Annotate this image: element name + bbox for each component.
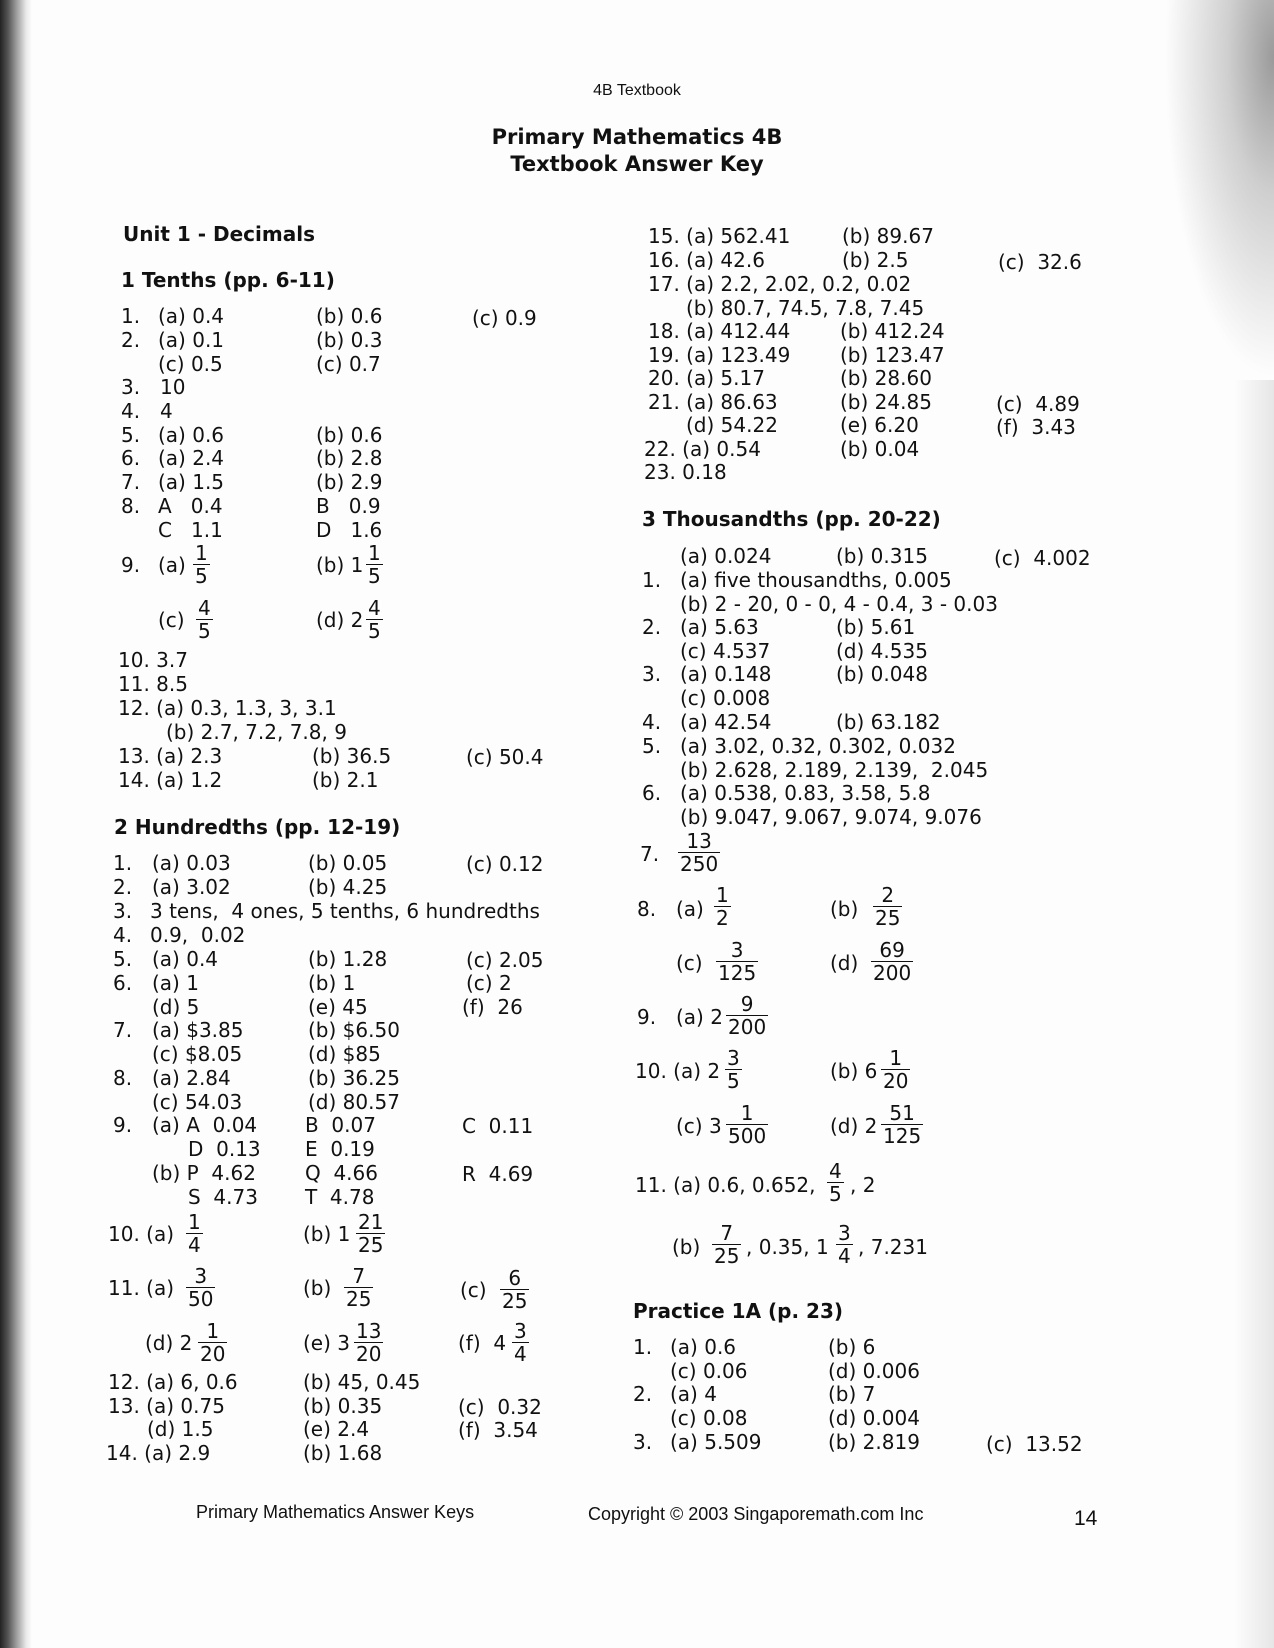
- answer: A 0.4: [158, 494, 223, 518]
- fraction: $\frac{13}{250}$: [680, 829, 719, 876]
- fraction: $\frac{51}{125}$: [883, 1101, 922, 1148]
- answer: 11. (a) 0.6, 0.652,: [635, 1173, 816, 1197]
- answer: Q 4.66: [305, 1161, 378, 1185]
- answer: (a) 2: [676, 1005, 723, 1029]
- answer: (b) 45, 0.45: [303, 1370, 421, 1394]
- section-title-thousandths: 3 Thousandths (pp. 20-22): [642, 507, 941, 531]
- q-number: 6.: [121, 446, 141, 470]
- scan-edge-left: [0, 0, 32, 1648]
- q-number: 1.: [633, 1335, 653, 1359]
- answer: (e) 45: [308, 995, 368, 1019]
- answer: 14. (a) 1.2: [118, 768, 223, 792]
- answer: (c) 50.4: [466, 745, 544, 769]
- fraction: $\frac{3}{5}$: [727, 1046, 740, 1093]
- q-number: 6.: [642, 781, 662, 805]
- q-number: 2.: [113, 875, 133, 899]
- answer: (b) 0.315: [836, 544, 928, 568]
- answer: (c): [158, 608, 185, 632]
- answer: (c) 3: [676, 1114, 722, 1138]
- answer: (b) P 4.62: [152, 1161, 256, 1185]
- q-number: 6.: [113, 971, 133, 995]
- q-number: 2.: [633, 1382, 653, 1406]
- answer: (c) $8.05: [152, 1042, 243, 1066]
- q-number: 8.: [113, 1066, 133, 1090]
- answer: 0.9, 0.02: [150, 923, 246, 947]
- answer: (b) 7: [828, 1382, 876, 1406]
- answer: E 0.19: [305, 1137, 375, 1161]
- answer: B 0.9: [316, 494, 381, 518]
- answer: (b) 2.5: [842, 248, 909, 272]
- answer: (a) 0.148: [680, 662, 772, 686]
- answer: (a) five thousandths, 0.005: [680, 568, 952, 592]
- answer: (b) 24.85: [840, 390, 932, 414]
- fraction: $\frac{1}{20}$: [883, 1046, 909, 1093]
- answer: (b) 1.68: [303, 1441, 383, 1465]
- answer: (b) 6: [830, 1059, 878, 1083]
- answer: (b) 5.61: [836, 615, 916, 639]
- answer: (a) 0.4: [158, 304, 225, 328]
- answer: (a) 5.63: [680, 615, 759, 639]
- answer: (e) 6.20: [840, 413, 919, 437]
- answer: (d) 4.535: [836, 639, 928, 663]
- q-number: 7.: [640, 842, 660, 866]
- answer: (b) 2.9: [316, 470, 383, 494]
- answer: (a) 0.4: [152, 947, 219, 971]
- q-number: 1.: [642, 568, 662, 592]
- fraction: $\frac{9}{200}$: [728, 992, 767, 1039]
- answer: 20. (a) 5.17: [648, 366, 765, 390]
- answer: (b) 63.182: [836, 710, 941, 734]
- answer: (a) 4: [670, 1382, 717, 1406]
- q-number: 4.: [121, 399, 141, 423]
- answer: (c): [460, 1278, 487, 1302]
- answer: (a): [676, 897, 704, 921]
- fraction: $\frac{3}{4}$: [838, 1221, 851, 1268]
- answer: (c) 0.008: [680, 686, 771, 710]
- answer: (a) 0.6: [158, 423, 225, 447]
- answer: (d) 1.5: [147, 1417, 214, 1441]
- answer: (c) 4.89: [996, 392, 1080, 416]
- answer: 14. (a) 2.9: [106, 1441, 211, 1465]
- answer: (a) 2.4: [158, 446, 225, 470]
- answer: (b) 89.67: [842, 224, 934, 248]
- answer: (c) 13.52: [986, 1432, 1083, 1456]
- page-title: [0, 124, 1274, 178]
- answer: 13. (a) 2.3: [118, 744, 223, 768]
- answer: , 2: [850, 1173, 876, 1197]
- footer-copyright: Copyright © 2003 Singaporemath.com Inc: [588, 1504, 924, 1524]
- q-number: 3.: [113, 899, 133, 923]
- q-number: 2.: [642, 615, 662, 639]
- answer: (d): [830, 951, 859, 975]
- answer: (a) 0.6: [670, 1335, 737, 1359]
- q-number: 1.: [121, 304, 141, 328]
- answer: (a) 0.538, 0.83, 3.58, 5.8: [680, 781, 931, 805]
- q-number: 7.: [113, 1018, 133, 1042]
- q-number: 3.: [633, 1430, 653, 1454]
- answer: 10: [160, 375, 186, 399]
- answer: (d) 0.006: [828, 1359, 920, 1383]
- answer: (b) 9.047, 9.067, 9.074, 9.076: [680, 805, 982, 829]
- answer: (a) 0.024: [680, 544, 772, 568]
- section-title-hundredths: 2 Hundredths (pp. 12-19): [114, 815, 401, 839]
- answer: (b) 412.24: [840, 319, 945, 343]
- answer: S 4.73: [188, 1185, 258, 1209]
- answer: (b): [830, 897, 859, 921]
- answer: (a) 0.1: [158, 328, 225, 352]
- answer: (a) 5.509: [670, 1430, 762, 1454]
- answer: (c) 54.03: [152, 1090, 243, 1114]
- answer: (c) 4.002: [994, 546, 1091, 570]
- answer: 16. (a) 42.6: [648, 248, 765, 272]
- answer: (d) 2: [316, 608, 364, 632]
- answer: 3 tens, 4 ones, 5 tenths, 6 hundredths: [150, 899, 540, 923]
- page-number: 14: [1074, 1507, 1098, 1530]
- answer: (c) 0.32: [458, 1395, 542, 1419]
- answer: 23. 0.18: [644, 460, 727, 484]
- fraction: $\frac{1}{5}$: [368, 541, 381, 588]
- answer: (b) 2.1: [312, 768, 379, 792]
- answer: D 1.6: [316, 518, 383, 542]
- answer: (b) 0.05: [308, 851, 388, 875]
- answer: (d) 80.57: [308, 1090, 400, 1114]
- answer: (b) 36.5: [312, 744, 392, 768]
- fraction: $\frac{3}{125}$: [718, 938, 757, 985]
- answer: (c) 2: [466, 971, 512, 995]
- answer: (b) 123.47: [840, 343, 945, 367]
- q-number: 8.: [121, 494, 141, 518]
- answer: (b): [672, 1235, 701, 1259]
- answer: (a) 2.84: [152, 1066, 231, 1090]
- answer: (d) 2: [830, 1114, 878, 1138]
- answer: (f) 3.54: [458, 1418, 538, 1442]
- fraction: $\frac{1}{5}$: [195, 541, 208, 588]
- q-number: 9.: [113, 1113, 133, 1137]
- answer: (c) 0.7: [316, 352, 381, 376]
- answer: (b) 28.60: [840, 366, 932, 390]
- answer: (b) 80.7, 74.5, 7.8, 7.45: [686, 296, 925, 320]
- answer: (d) 0.004: [828, 1406, 920, 1430]
- page-title-line2: Textbook Answer Key: [510, 152, 764, 176]
- answer: (b) 6: [828, 1335, 876, 1359]
- q-number: 4.: [642, 710, 662, 734]
- fraction: $\frac{6}{25}$: [502, 1266, 528, 1313]
- q-number: 5.: [113, 947, 133, 971]
- answer: (b) 0.6: [316, 304, 383, 328]
- fraction: $\frac{1}{4}$: [188, 1210, 201, 1257]
- answer: (b): [303, 1276, 332, 1300]
- answer: (b) 0.048: [836, 662, 928, 686]
- q-number: 5.: [121, 423, 141, 447]
- answer: (c) 0.08: [670, 1406, 748, 1430]
- answer: 19. (a) 123.49: [648, 343, 791, 367]
- answer: (c) 0.9: [472, 306, 537, 330]
- answer: 11. (a): [108, 1276, 175, 1300]
- q-number: 5.: [642, 734, 662, 758]
- answer: D 0.13: [188, 1137, 261, 1161]
- answer: 10. (a): [108, 1222, 175, 1246]
- section-title-tenths: 1 Tenths (pp. 6-11): [121, 268, 335, 292]
- answer: (c) 4.537: [680, 639, 771, 663]
- answer: (a) $3.85: [152, 1018, 244, 1042]
- fraction: $\frac{4}{5}$: [829, 1159, 842, 1206]
- answer: R 4.69: [462, 1162, 534, 1186]
- unit-title: Unit 1 - Decimals: [123, 222, 315, 246]
- fraction: $\frac{4}{5}$: [368, 596, 381, 643]
- answer: (b) 0.6: [316, 423, 383, 447]
- answer: (c) 2.05: [466, 948, 544, 972]
- answer: 10. 3.7: [118, 648, 188, 672]
- answer: (f) 3.43: [996, 415, 1076, 439]
- fraction: $\frac{1}{20}$: [200, 1319, 226, 1366]
- answer: (b) 1: [316, 553, 364, 577]
- fraction: $\frac{13}{20}$: [356, 1319, 382, 1366]
- q-number: 7.: [121, 470, 141, 494]
- answer: 12. (a) 6, 0.6: [108, 1370, 238, 1394]
- answer: (c) 0.5: [158, 352, 223, 376]
- answer: (a) 1.5: [158, 470, 225, 494]
- header-label: 4B Textbook: [593, 82, 681, 99]
- answer: (e) 3: [303, 1331, 350, 1355]
- q-number: 9.: [121, 553, 141, 577]
- answer: (c) 0.12: [466, 852, 544, 876]
- answer: (b) 2.8: [316, 446, 383, 470]
- q-number: 9.: [637, 1005, 657, 1029]
- answer: (e) 2.4: [303, 1417, 370, 1441]
- answer: (b) 2.7, 7.2, 7.8, 9: [166, 720, 347, 744]
- answer: , 7.231: [858, 1235, 928, 1259]
- answer: C 1.1: [158, 518, 223, 542]
- answer: 18. (a) 412.44: [648, 319, 791, 343]
- answer: 17. (a) 2.2, 2.02, 0.2, 0.02: [648, 272, 912, 296]
- fraction: $\frac{2}{25}$: [875, 883, 901, 930]
- answer: (a) A 0.04: [152, 1113, 258, 1137]
- answer: (a) 42.54: [680, 710, 772, 734]
- answer: (a) 3.02, 0.32, 0.302, 0.032: [680, 734, 956, 758]
- answer: (d) 54.22: [686, 413, 778, 437]
- q-number: 1.: [113, 851, 133, 875]
- q-number: 2.: [121, 328, 141, 352]
- answer: (d) 5: [152, 995, 200, 1019]
- answer: (a): [158, 553, 186, 577]
- fraction: $\frac{7}{25}$: [346, 1264, 372, 1311]
- answer: 21. (a) 86.63: [648, 390, 778, 414]
- answer: (d) 2: [145, 1331, 193, 1355]
- answer: (a) 0.03: [152, 851, 231, 875]
- answer: (c) 0.06: [670, 1359, 748, 1383]
- answer: (a) 1: [152, 971, 199, 995]
- answer: (b) 2.819: [828, 1430, 920, 1454]
- answer: (f) 4: [458, 1331, 507, 1355]
- answer: (f) 26: [462, 995, 523, 1019]
- fraction: $\frac{3}{4}$: [514, 1319, 527, 1366]
- answer: T 4.78: [305, 1185, 375, 1209]
- fraction: $\frac{1}{2}$: [716, 883, 729, 930]
- answer: (b) 2.628, 2.189, 2.139, 2.045: [680, 758, 989, 782]
- answer: 12. (a) 0.3, 1.3, 3, 3.1: [118, 696, 337, 720]
- answer: 11. 8.5: [118, 672, 188, 696]
- answer: 4: [160, 399, 173, 423]
- q-number: 3.: [121, 375, 141, 399]
- fraction: $\frac{69}{200}$: [873, 938, 912, 985]
- answer: 10. (a) 2: [635, 1059, 721, 1083]
- fraction: $\frac{7}{25}$: [714, 1221, 740, 1268]
- answer: C 0.11: [462, 1114, 534, 1138]
- answer: 15. (a) 562.41: [648, 224, 791, 248]
- footer-left: Primary Mathematics Answer Keys: [196, 1502, 475, 1522]
- answer: 13. (a) 0.75: [108, 1394, 225, 1418]
- fraction: $\frac{1}{500}$: [728, 1101, 767, 1148]
- answer: (b) 36.25: [308, 1066, 400, 1090]
- answer: (b) 2 - 20, 0 - 0, 4 - 0.4, 3 - 0.03: [680, 592, 998, 616]
- scan-edge-right-lower: [1234, 380, 1274, 1648]
- answer: (d) $85: [308, 1042, 381, 1066]
- answer: (b) 1: [303, 1222, 351, 1246]
- answer: B 0.07: [305, 1113, 376, 1137]
- fraction: $\frac{21}{25}$: [358, 1210, 384, 1257]
- answer: 22. (a) 0.54: [644, 437, 761, 461]
- answer: (b) 0.04: [840, 437, 920, 461]
- q-number: 8.: [637, 897, 657, 921]
- fraction: $\frac{4}{5}$: [198, 596, 211, 643]
- answer: (a) 3.02: [152, 875, 231, 899]
- scan-edge-right: [1164, 0, 1274, 380]
- q-number: 4.: [113, 923, 133, 947]
- answer: (b) 4.25: [308, 875, 388, 899]
- answer: , 0.35, 1: [746, 1235, 829, 1259]
- answer: (b) 0.35: [303, 1394, 383, 1418]
- fraction: $\frac{3}{50}$: [188, 1264, 214, 1311]
- q-number: 3.: [642, 662, 662, 686]
- page-title-line1: Primary Mathematics 4B: [491, 125, 783, 149]
- answer: (b) 1.28: [308, 947, 388, 971]
- answer: (b) 0.3: [316, 328, 383, 352]
- answer: (c) 32.6: [998, 250, 1082, 274]
- answer: (b) 1: [308, 971, 356, 995]
- answer: (b) $6.50: [308, 1018, 400, 1042]
- answer: (c): [676, 951, 703, 975]
- section-title-practice: Practice 1A (p. 23): [633, 1299, 844, 1323]
